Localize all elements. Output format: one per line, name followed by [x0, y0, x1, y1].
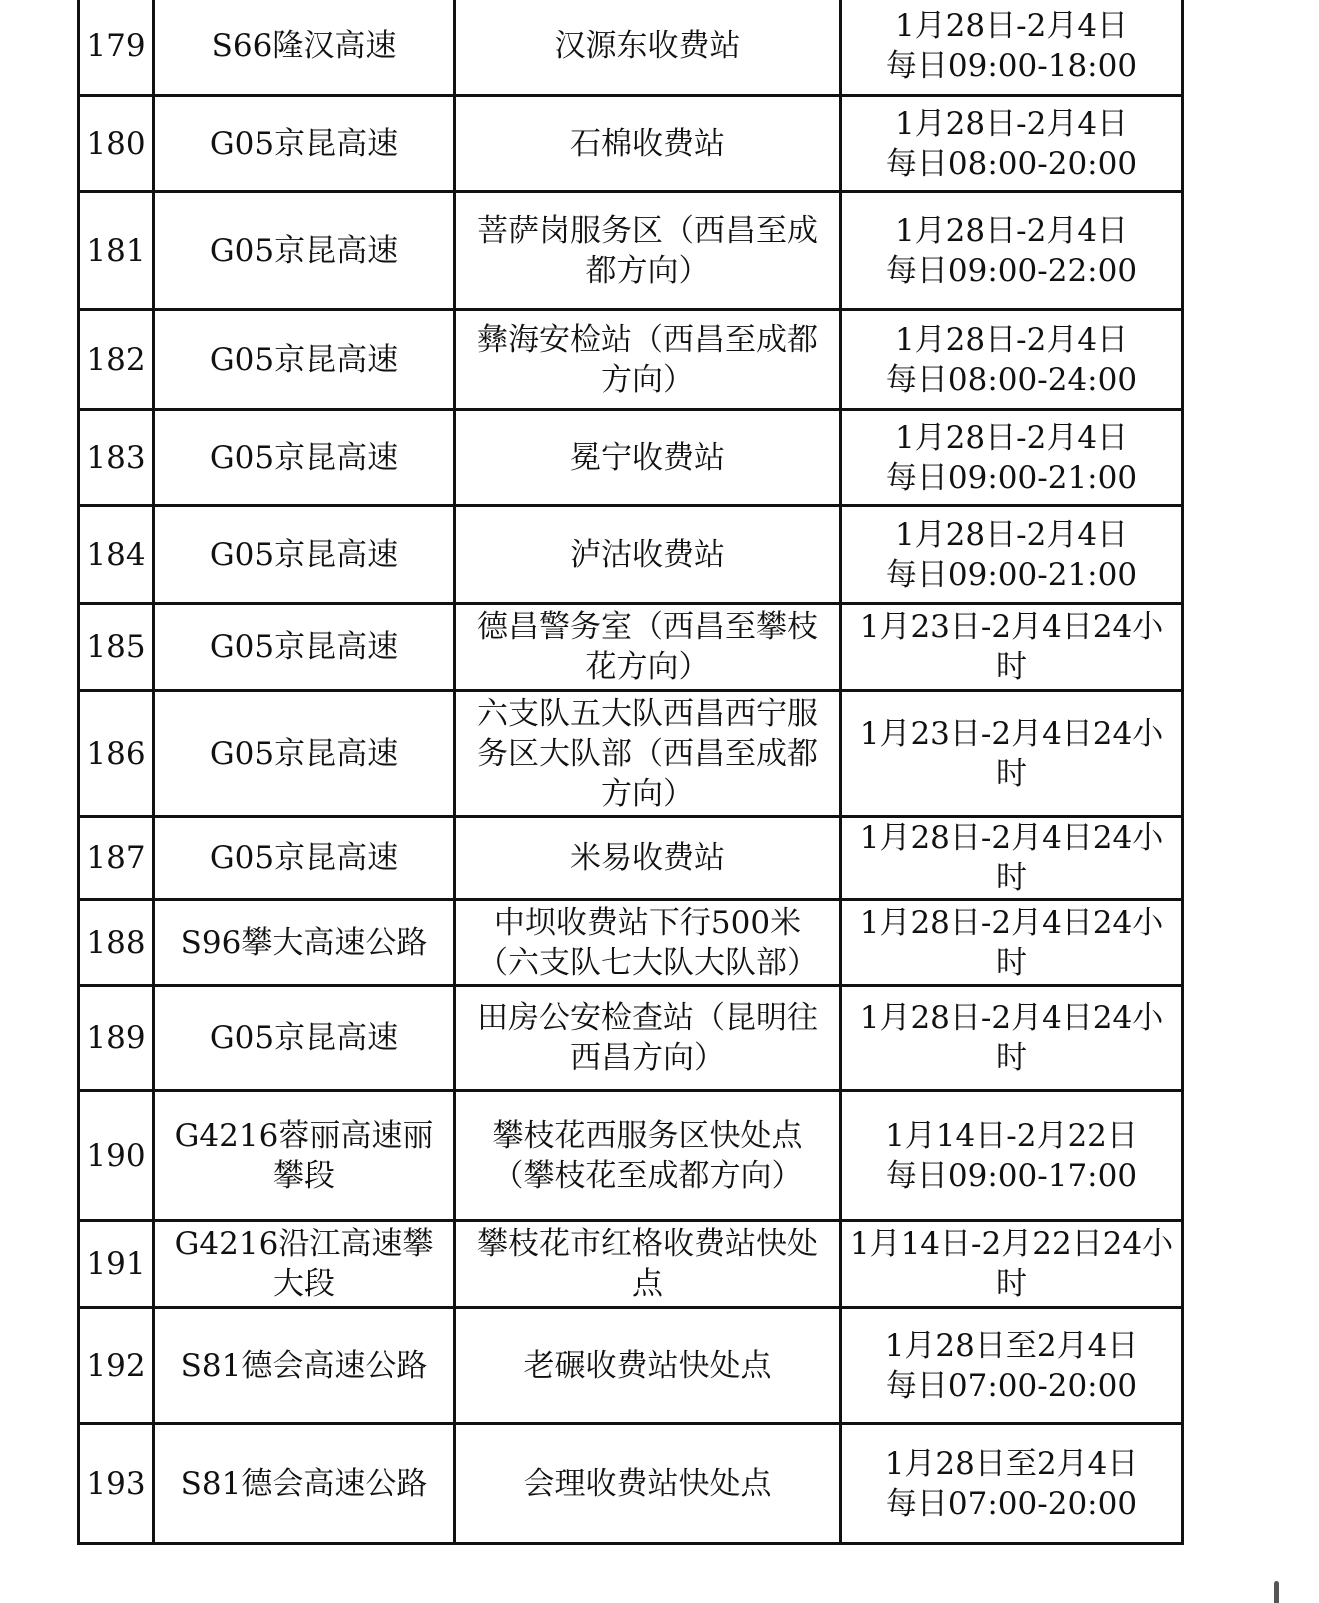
table-body: [79, 0, 1183, 1544]
cell-time: 1月28日-2月4日 每日08:00-20:00: [841, 96, 1183, 192]
cell-num: 188: [79, 900, 154, 986]
cell-road: G05京昆高速: [154, 604, 455, 691]
table-row: [79, 900, 1183, 986]
cell-num: 185: [79, 604, 154, 691]
cell-road: G05京昆高速: [154, 410, 455, 506]
cell-location: 德昌警务室（西昌至攀枝 花方向）: [455, 604, 841, 691]
table-row: [79, 96, 1183, 192]
cell-time: 1月28日至2月4日 每日07:00-20:00: [841, 1424, 1183, 1544]
cell-time: 1月28日-2月4日24小时: [841, 986, 1183, 1091]
cell-time: 1月28日-2月4日 每日09:00-21:00: [841, 506, 1183, 604]
cell-location: 泸沽收费站: [455, 506, 841, 604]
cell-road: G4216沿江高速攀 大段: [154, 1221, 455, 1308]
cell-num: 181: [79, 192, 154, 310]
cell-num: 189: [79, 986, 154, 1091]
cell-road: G05京昆高速: [154, 691, 455, 817]
cell-road: S81德会高速公路: [154, 1308, 455, 1424]
cell-num: 192: [79, 1308, 154, 1424]
cell-road: G05京昆高速: [154, 310, 455, 410]
table-row: [79, 604, 1183, 691]
cell-time: 1月23日-2月4日24小时: [841, 691, 1183, 817]
table-row: [79, 192, 1183, 310]
cell-time: 1月28日-2月4日 每日09:00-18:00: [841, 0, 1183, 96]
cell-road: G05京昆高速: [154, 817, 455, 900]
cell-time: 1月28日至2月4日 每日07:00-20:00: [841, 1308, 1183, 1424]
cell-num: 182: [79, 310, 154, 410]
table-row: [79, 0, 1183, 96]
cell-num: 179: [79, 0, 154, 96]
cell-location: 米易收费站: [455, 817, 841, 900]
cell-num: 190: [79, 1091, 154, 1221]
cell-road: G05京昆高速: [154, 506, 455, 604]
table-row: [79, 310, 1183, 410]
cell-num: 183: [79, 410, 154, 506]
table-row: [79, 1424, 1183, 1544]
cell-time: 1月14日-2月22日24小 时: [841, 1221, 1183, 1308]
table-row: [79, 986, 1183, 1091]
cell-location: 老碾收费站快处点: [455, 1308, 841, 1424]
cell-num: 193: [79, 1424, 154, 1544]
cell-location: 攀枝花市红格收费站快处 点: [455, 1221, 841, 1308]
table-row: [79, 817, 1183, 900]
cell-road: G05京昆高速: [154, 192, 455, 310]
cell-road: S96攀大高速公路: [154, 900, 455, 986]
cell-location: 石棉收费站: [455, 96, 841, 192]
cell-num: 180: [79, 96, 154, 192]
cell-time: 1月28日-2月4日24小时: [841, 817, 1183, 900]
cell-num: 186: [79, 691, 154, 817]
cell-location: 冕宁收费站: [455, 410, 841, 506]
table-row: [79, 1091, 1183, 1221]
cell-location: 田房公安检查站（昆明往 西昌方向）: [455, 986, 841, 1091]
scrollbar-indicator[interactable]: [1274, 1581, 1279, 1603]
cell-time: 1月28日-2月4日24小时: [841, 900, 1183, 986]
table-row: [79, 1308, 1183, 1424]
cell-location: 菩萨岗服务区（西昌至成 都方向）: [455, 192, 841, 310]
table-row: [79, 691, 1183, 817]
table-row: [79, 506, 1183, 604]
cell-time: 1月28日-2月4日 每日09:00-21:00: [841, 410, 1183, 506]
checkpoint-table: [77, 0, 1184, 1545]
cell-time: 1月14日-2月22日 每日09:00-17:00: [841, 1091, 1183, 1221]
cell-road: S81德会高速公路: [154, 1424, 455, 1544]
cell-location: 中坝收费站下行500米 （六支队七大队大队部）: [455, 900, 841, 986]
cell-location: 汉源东收费站: [455, 0, 841, 96]
cell-location: 六支队五大队西昌西宁服 务区大队部（西昌至成都 方向）: [455, 691, 841, 817]
cell-time: 1月23日-2月4日24小时: [841, 604, 1183, 691]
cell-time: 1月28日-2月4日 每日08:00-24:00: [841, 310, 1183, 410]
cell-time: 1月28日-2月4日 每日09:00-22:00: [841, 192, 1183, 310]
cell-road: S66隆汉高速: [154, 0, 455, 96]
cell-road: G05京昆高速: [154, 96, 455, 192]
cell-num: 187: [79, 817, 154, 900]
cell-road: G4216蓉丽高速丽 攀段: [154, 1091, 455, 1221]
cell-road: G05京昆高速: [154, 986, 455, 1091]
cell-num: 184: [79, 506, 154, 604]
table-row: [79, 1221, 1183, 1308]
cell-num: 191: [79, 1221, 154, 1308]
cell-location: 会理收费站快处点: [455, 1424, 841, 1544]
table-row: [79, 410, 1183, 506]
cell-location: 彝海安检站（西昌至成都 方向）: [455, 310, 841, 410]
cell-location: 攀枝花西服务区快处点 （攀枝花至成都方向）: [455, 1091, 841, 1221]
